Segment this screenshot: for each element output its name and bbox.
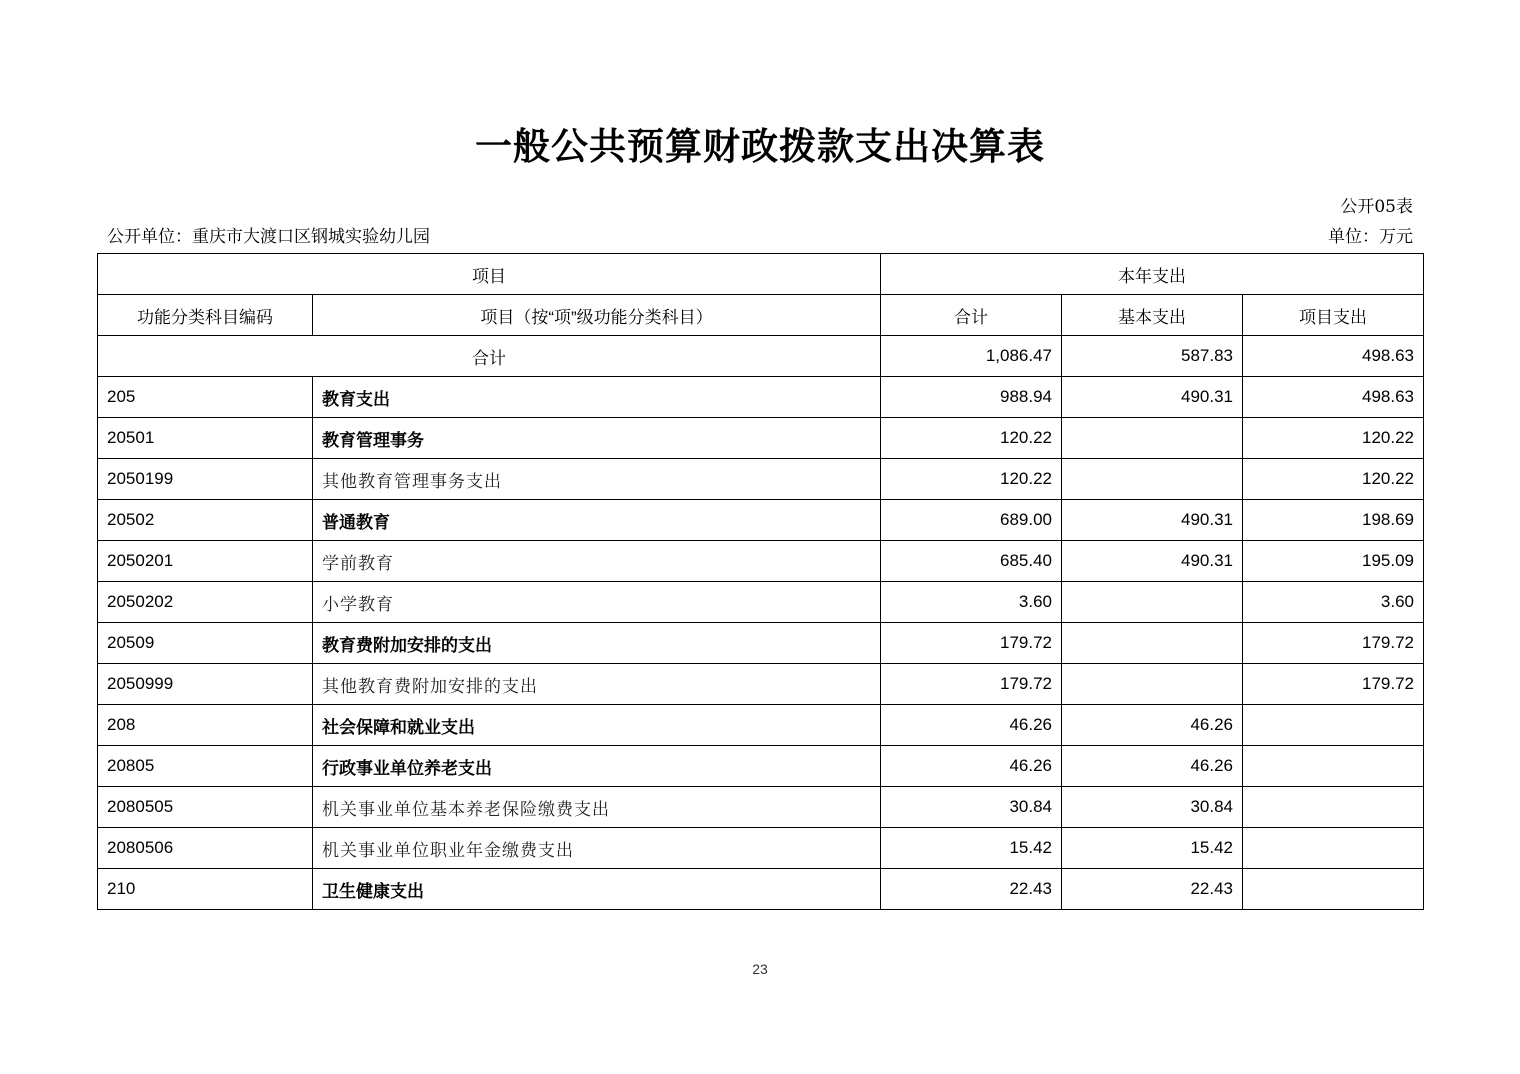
row-name: 其他教育管理事务支出 (313, 459, 881, 500)
row-name: 行政事业单位养老支出 (313, 746, 881, 787)
header-code: 功能分类科目编码 (98, 295, 313, 336)
row-code: 2050999 (98, 664, 313, 705)
row-basic (1062, 664, 1243, 705)
row-name: 其他教育费附加安排的支出 (313, 664, 881, 705)
header-group-current-year: 本年支出 (881, 254, 1424, 295)
row-basic: 490.31 (1062, 500, 1243, 541)
row-total: 685.40 (881, 541, 1062, 582)
header-name: 项目（按“项”级功能分类科目） (313, 295, 881, 336)
row-total: 179.72 (881, 623, 1062, 664)
row-code: 2050201 (98, 541, 313, 582)
row-code: 208 (98, 705, 313, 746)
row-name: 小学教育 (313, 582, 881, 623)
total-sum: 1,086.47 (881, 336, 1062, 377)
row-total: 46.26 (881, 705, 1062, 746)
row-project: 498.63 (1243, 377, 1424, 418)
row-total: 46.26 (881, 746, 1062, 787)
row-basic: 490.31 (1062, 377, 1243, 418)
header-project: 项目支出 (1243, 295, 1424, 336)
row-code: 20805 (98, 746, 313, 787)
row-basic (1062, 582, 1243, 623)
row-total: 120.22 (881, 459, 1062, 500)
row-basic: 30.84 (1062, 787, 1243, 828)
row-total: 120.22 (881, 418, 1062, 459)
row-project (1243, 787, 1424, 828)
row-code: 210 (98, 869, 313, 910)
header-basic: 基本支出 (1062, 295, 1243, 336)
row-project: 3.60 (1243, 582, 1424, 623)
row-project: 195.09 (1243, 541, 1424, 582)
publishing-unit: 公开单位：重庆市大渡口区钢城实验幼儿园 (107, 227, 430, 247)
row-name: 社会保障和就业支出 (313, 705, 881, 746)
table-row (98, 623, 1424, 664)
row-project: 198.69 (1243, 500, 1424, 541)
row-name: 机关事业单位基本养老保险缴费支出 (313, 787, 881, 828)
table-row (98, 418, 1424, 459)
currency-unit: 单位：万元 (1328, 227, 1413, 247)
row-basic: 46.26 (1062, 705, 1243, 746)
row-code: 20509 (98, 623, 313, 664)
row-name: 教育管理事务 (313, 418, 881, 459)
row-name: 教育支出 (313, 377, 881, 418)
header-column-row (98, 295, 1424, 336)
row-code: 2080505 (98, 787, 313, 828)
total-project: 498.63 (1243, 336, 1424, 377)
row-total: 988.94 (881, 377, 1062, 418)
row-total: 689.00 (881, 500, 1062, 541)
table-row (98, 828, 1424, 869)
row-project: 179.72 (1243, 664, 1424, 705)
table-row (98, 787, 1424, 828)
table-row (98, 664, 1424, 705)
header-group-items: 项目 (98, 254, 881, 295)
row-project (1243, 828, 1424, 869)
row-basic (1062, 418, 1243, 459)
table-row (98, 541, 1424, 582)
table-row (98, 459, 1424, 500)
row-total: 3.60 (881, 582, 1062, 623)
row-name: 机关事业单位职业年金缴费支出 (313, 828, 881, 869)
total-row (98, 336, 1424, 377)
row-project: 120.22 (1243, 459, 1424, 500)
expenditure-table (97, 253, 1424, 910)
row-code: 205 (98, 377, 313, 418)
row-project: 120.22 (1243, 418, 1424, 459)
row-basic (1062, 459, 1243, 500)
row-total: 22.43 (881, 869, 1062, 910)
row-basic: 15.42 (1062, 828, 1243, 869)
row-project (1243, 869, 1424, 910)
table-row (98, 377, 1424, 418)
row-name: 教育费附加安排的支出 (313, 623, 881, 664)
total-basic: 587.83 (1062, 336, 1243, 377)
row-basic: 22.43 (1062, 869, 1243, 910)
header-total: 合计 (881, 295, 1062, 336)
row-project (1243, 705, 1424, 746)
row-code: 2050199 (98, 459, 313, 500)
row-total: 30.84 (881, 787, 1062, 828)
row-code: 20502 (98, 500, 313, 541)
page-title: 一般公共预算财政拨款支出决算表 (475, 125, 1045, 168)
row-basic: 46.26 (1062, 746, 1243, 787)
table-row (98, 500, 1424, 541)
row-total: 15.42 (881, 828, 1062, 869)
table-row (98, 746, 1424, 787)
row-project: 179.72 (1243, 623, 1424, 664)
table-row (98, 705, 1424, 746)
row-basic (1062, 623, 1243, 664)
row-code: 2080506 (98, 828, 313, 869)
row-name: 卫生健康支出 (313, 869, 881, 910)
form-number: 公开05表 (1340, 197, 1413, 217)
row-code: 20501 (98, 418, 313, 459)
total-label: 合计 (98, 336, 881, 377)
header-group-row (98, 254, 1424, 295)
table-row (98, 869, 1424, 910)
page-number: 23 (752, 961, 768, 977)
row-total: 179.72 (881, 664, 1062, 705)
row-project (1243, 746, 1424, 787)
row-name: 普通教育 (313, 500, 881, 541)
row-name: 学前教育 (313, 541, 881, 582)
table-row (98, 582, 1424, 623)
row-basic: 490.31 (1062, 541, 1243, 582)
row-code: 2050202 (98, 582, 313, 623)
